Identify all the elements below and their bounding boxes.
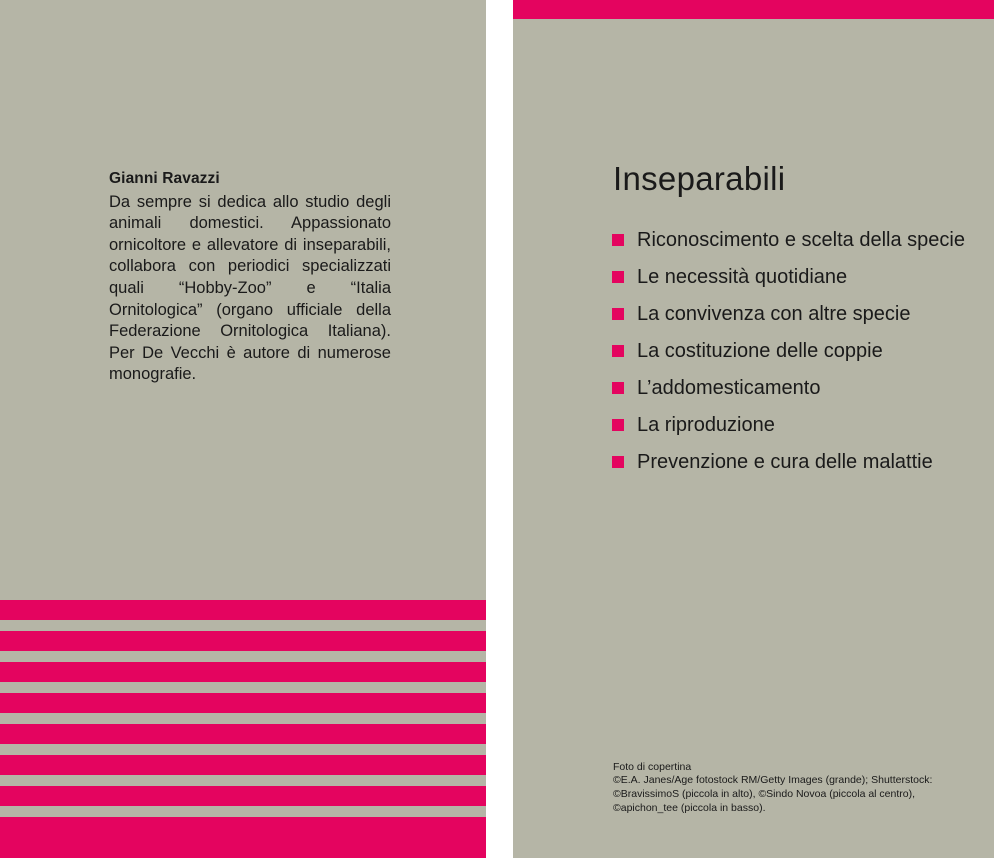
list-item [612, 450, 972, 474]
list-item-label: L’addomesticamento [637, 377, 821, 399]
list-item-label: La costituzione delle coppie [637, 340, 883, 362]
author-block [109, 170, 391, 386]
back-flap-panel [0, 0, 486, 858]
list-item [612, 265, 972, 289]
photo-credits [613, 761, 933, 816]
author-bio: Da sempre si dedica allo studio degli animali domestici. Appassionato ornicoltore e allevatore di inseparabili, collabora con periodici specializzati quali “Hobby-Zoo” e “Italia Ornitologica” (organo ufficiale della Federazione Ornitologica Italiana). Per De Vecchi è autore di numerose monografie. [109, 192, 391, 384]
list-item [612, 413, 972, 437]
stripe [0, 817, 486, 858]
photo-credits-body: ©E.A. Janes/Age fotostock RM/Getty Images (grande); Shutterstock: ©BravissimoS (piccola in alto), ©Sindo Novoa (piccola al centro), ©apichon_tee (piccola in basso). [613, 774, 933, 815]
decorative-stripes [0, 600, 486, 858]
stripe [0, 724, 486, 744]
square-bullet-icon [612, 419, 624, 431]
page-edge [994, 0, 1000, 858]
square-bullet-icon [612, 382, 624, 394]
page-title: Inseparabili [613, 160, 786, 197]
stripe [0, 755, 486, 775]
list-item-label: Le necessità quotidiane [637, 266, 848, 288]
list-item [612, 339, 972, 363]
list-item [612, 302, 972, 326]
photo-credits-title: Foto di copertina [613, 760, 692, 773]
square-bullet-icon [612, 234, 624, 246]
stripe [0, 631, 486, 651]
top-accent-bar [513, 0, 1000, 19]
square-bullet-icon [612, 271, 624, 283]
square-bullet-icon [612, 456, 624, 468]
stripe [0, 786, 486, 806]
list-item-label: La convivenza con altre specie [637, 303, 911, 325]
list-item-label: Prevenzione e cura delle malattie [637, 451, 933, 473]
list-item [612, 376, 972, 400]
stripe [0, 693, 486, 713]
square-bullet-icon [612, 308, 624, 320]
list-item-label: La riproduzione [637, 414, 775, 436]
author-name: Gianni Ravazzi [109, 170, 220, 187]
stripe [0, 662, 486, 682]
list-item-label: Riconoscimento e scelta della specie [637, 229, 965, 251]
stripe [0, 600, 486, 620]
gutter [486, 0, 513, 858]
back-cover-panel [513, 0, 1000, 858]
list-item [612, 228, 972, 252]
contents-list [612, 228, 972, 487]
square-bullet-icon [612, 345, 624, 357]
